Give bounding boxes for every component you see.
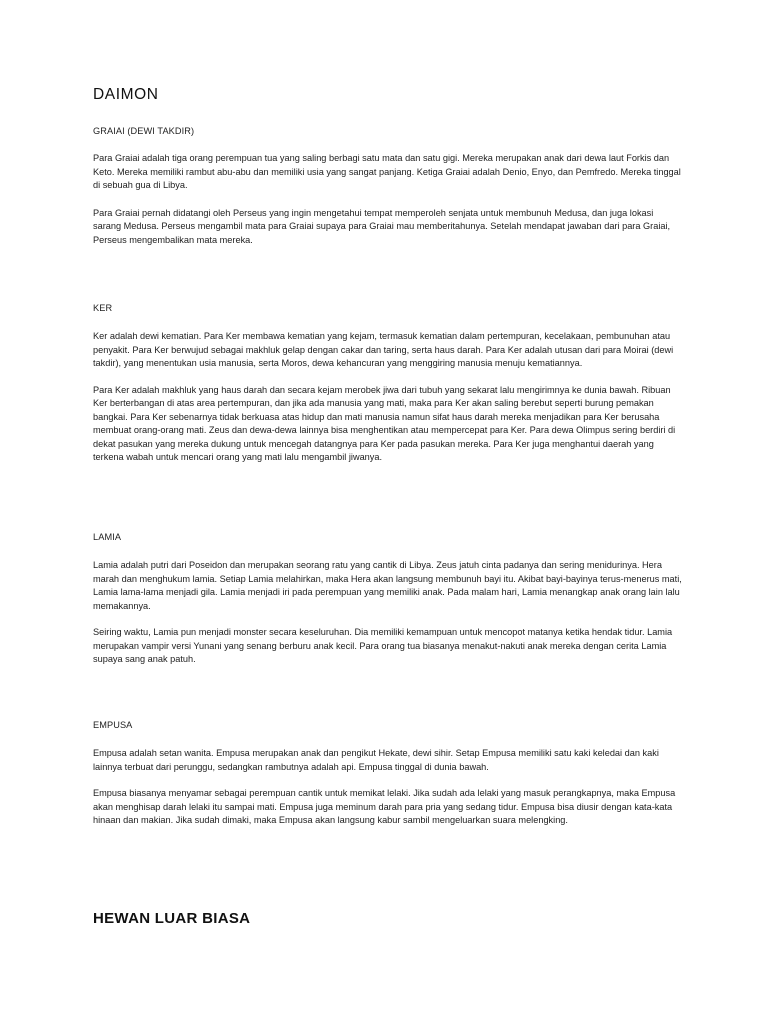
paragraph: Empusa adalah setan wanita. Empusa merupakan anak dan pengikut Hekate, dewi sihir. Setap Empusa memiliki satu kaki keledai dan kaki lainnya terbuat dari perunggu, sedangkan rambutnya adalah api. Empusa tinggal di dunia bawah. [93,748,659,772]
section-heading: EMPUSA [93,720,133,730]
paragraph: Lamia adalah putri dari Poseidon dan merupakan seorang ratu yang cantik di Libya. Zeus jatuh cinta padanya dan sering menidurinya. Hera marah dan menghukum lamia. Setiap Lamia melahirkan, maka Hera akan langsung membunuh bayi itu. Akibat bayi-bayinya terus-menerus mati, Lamia lama-lama menjadi gila. Lamia menjadi iri pada perempuan yang memiliki anak. Pada malam hari, Lamia menangkap anak orang lain lalu memakannya. [93,560,682,611]
paragraph: Para Graiai pernah didatangi oleh Perseus yang ingin mengetahui tempat memperoleh senjata untuk membunuh Medusa, dan juga lokasi sarang Medusa. Perseus mengambil mata para Graiai supaya para Graiai mau memberitahunya. Setelah mendapat jawaban dari para Graiai, Perseus mengembalikan mata mereka. [93,207,671,245]
paragraph: Ker adalah dewi kematian. Para Ker membawa kematian yang kejam, termasuk kematian dalam pertempuran, kecelakaan, pembunuhan atau penyakit. Para Ker berwujud sebagai makhluk gelap dengan cakar dan taring, serta haus darah. Para Ker adalah utusan dari para Moirai (dewi takdir), yang menentukan usia manusia, serta Moros, dewa kehancuran yang menggiring manusia menuju kematiannya. [93,331,674,368]
paragraph: Para Graiai adalah tiga orang perempuan tua yang saling berbagi satu mata dan satu gigi. Mereka merupakan anak dari dewa laut Forkis dan Keto. Mereka memiliki rambut abu-abu dan memiliki usia yang sangat panjang. Ketiga Graiai adalah Denio, Enyo, dan Pemfredo. Mereka tinggal di sebuah gua di Libya. [93,153,681,190]
section-empusa [93,720,683,828]
paragraph: Para Ker adalah makhluk yang haus darah dan secara kejam merobek jiwa dari tubuh yang sekarat lalu mengirimnya ke dunia bawah. Ribuan Ker berterbangan di atas area pertempuran, dan jika ada manusia yang mati, maka para Ker akan saling berebut seperti burung pemakan bangkai. Para Ker sebenarnya tidak berkuasa atas hidup dan mati manusia namun sifat haus darah mereka menjadikan para Ker berusaha membuat orang-orang mati. Zeus dan dewa-dewa lainnya bisa menghentikan atau mempercepat para Ker. Para dewa Olimpus sering berdiri di dekat pasukan yang mereka dukung untuk mencegah datangnya para Ker pada pasukan mereka. Para Ker juga menghantui daerah yang terkena wabah untuk mencari orang yang mati lalu mengambil jiwanya. [93,384,676,462]
section-ker [93,303,683,465]
paragraph: Empusa biasanya menyamar sebagai perempuan cantik untuk memikat lelaki. Jika sudah ada lelaki yang masuk perangkapnya, maka Empusa akan menghisap darah lelaki itu sampai mati. Empusa juga meminum darah para pria yang sedang tidur. Empusa bisa diusir dengan kata-kata hinaan dan makian. Jika sudah dimaki, maka Empusa akan langsung kabur sambil mengeluarkan suara melengking. [93,788,676,825]
section-heading: LAMIA [93,532,122,542]
section-lamia [93,532,683,667]
page-title: DAIMON [93,86,159,103]
section-heading: KER [93,303,113,313]
section-graiai [93,126,683,247]
paragraph: Seiring waktu, Lamia pun menjadi monster secara keseluruhan. Dia memiliki kemampuan untuk mencopot matanya ketika hendak tidur. Lamia merupakan vampir versi Yunani yang senang berburu anak kecil. Para orang tua biasanya menakut-nakuti anak mereka dengan cerita Lamia supaya sang anak patuh. [93,627,673,664]
section-heading: GRAIAI (DEWI TAKDIR) [93,126,195,136]
next-section-title: HEWAN LUAR BIASA [93,910,251,927]
